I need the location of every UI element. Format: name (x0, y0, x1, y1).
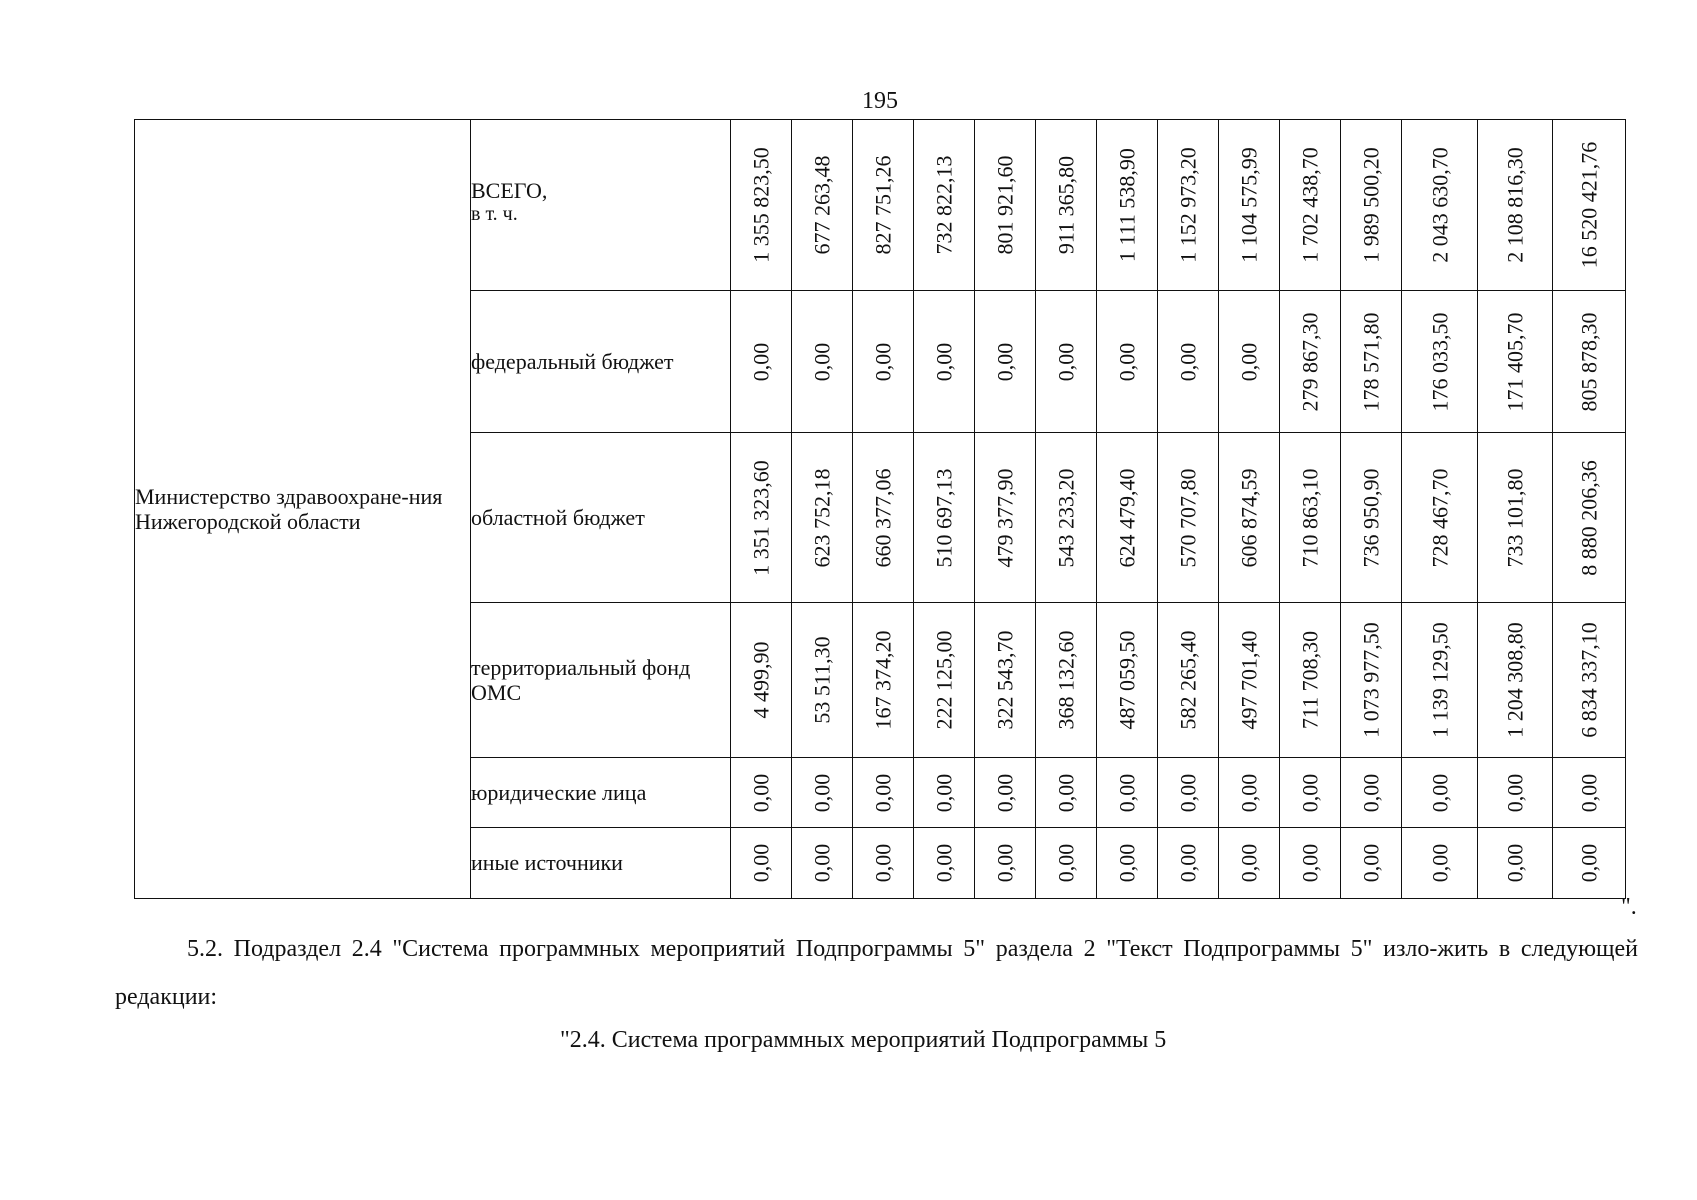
value-cell (1097, 291, 1158, 433)
value-text: 1 204 308,80 (1502, 622, 1528, 738)
value-cell (731, 433, 792, 603)
value-cell (914, 433, 975, 603)
source-cell: областной бюджет (471, 433, 731, 603)
value-text: 0,00 (1236, 773, 1262, 812)
value-text: 479 377,90 (992, 468, 1018, 567)
value-text: 0,00 (1114, 843, 1140, 883)
value-text: 677 263,48 (809, 155, 835, 255)
value-text: 0,00 (870, 773, 896, 812)
value-cell (1036, 291, 1097, 433)
value-cell (731, 291, 792, 433)
value-text: 0,00 (1358, 773, 1384, 812)
value-text: 0,00 (1297, 773, 1323, 812)
value-text: 0,00 (1053, 342, 1079, 381)
value-cell (914, 120, 975, 291)
value-cell (1478, 828, 1553, 899)
value-cell (1280, 758, 1341, 828)
value-cell (792, 603, 853, 758)
value-cell (1402, 433, 1478, 603)
value-text: 623 752,18 (809, 468, 835, 567)
value-cell (1280, 120, 1341, 291)
source-note: в т. ч. (471, 203, 518, 226)
value-cell (975, 120, 1036, 291)
value-text: 53 511,30 (809, 636, 835, 724)
value-cell (1219, 603, 1280, 758)
value-cell (1097, 120, 1158, 291)
value-cell (975, 291, 1036, 433)
page-number: 195 (862, 88, 898, 114)
value-cell (1097, 758, 1158, 828)
value-text: 176 033,50 (1426, 312, 1452, 411)
value-text: 171 405,70 (1502, 312, 1528, 411)
value-text: 728 467,70 (1426, 468, 1452, 567)
value-text: 178 571,80 (1358, 312, 1384, 411)
value-cell (1478, 291, 1553, 433)
value-cell (853, 433, 914, 603)
value-text: 606 874,59 (1236, 468, 1262, 567)
value-cell (792, 433, 853, 603)
value-cell (853, 120, 914, 291)
value-text: 1 989 500,20 (1358, 147, 1384, 263)
value-text: 0,00 (1053, 773, 1079, 812)
value-text: 911 365,80 (1053, 155, 1079, 255)
value-text: 0,00 (1236, 342, 1262, 381)
value-text: 0,00 (870, 843, 896, 883)
value-text: 582 265,40 (1175, 630, 1201, 730)
value-cell (1219, 828, 1280, 899)
value-text: 322 543,70 (992, 630, 1018, 730)
value-text: 543 233,20 (1053, 468, 1079, 567)
value-text: 1 152 973,20 (1175, 147, 1201, 263)
value-text: 222 125,00 (931, 630, 957, 730)
value-text: 487 059,50 (1114, 630, 1140, 730)
value-text: 0,00 (1114, 773, 1140, 812)
value-text: 167 374,20 (870, 630, 896, 730)
value-cell (1553, 758, 1626, 828)
value-cell (1036, 433, 1097, 603)
value-text: 1 073 977,50 (1358, 622, 1384, 738)
value-cell (1036, 603, 1097, 758)
value-text: 0,00 (748, 773, 774, 812)
source-cell: иные источники (471, 828, 731, 899)
value-cell (914, 603, 975, 758)
value-text: 801 921,60 (992, 155, 1018, 255)
value-text: 0,00 (748, 342, 774, 381)
value-text: 0,00 (1175, 773, 1201, 812)
value-cell (1280, 828, 1341, 899)
value-cell (792, 758, 853, 828)
value-cell (1553, 603, 1626, 758)
value-text: 0,00 (1175, 342, 1201, 381)
value-cell (1402, 758, 1478, 828)
value-cell (1036, 758, 1097, 828)
value-text: 1 351 323,60 (748, 459, 774, 576)
value-cell (1219, 433, 1280, 603)
value-text: 0,00 (1236, 843, 1262, 883)
value-text: 733 101,80 (1502, 468, 1528, 567)
value-cell (1402, 828, 1478, 899)
value-cell (1219, 291, 1280, 433)
value-text: 497 701,40 (1236, 630, 1262, 730)
value-text: 0,00 (748, 843, 774, 883)
value-text: 4 499,90 (748, 641, 774, 719)
value-cell (1402, 291, 1478, 433)
source-cell: территориальный фонд ОМС (471, 603, 731, 758)
value-text: 0,00 (1576, 843, 1602, 883)
value-cell (1402, 120, 1478, 291)
section-heading: "2.4. Система программных мероприятий Подпрограммы 5 (560, 1027, 1167, 1053)
value-cell (1158, 433, 1219, 603)
value-cell (1097, 433, 1158, 603)
paragraph: 5.2. Подраздел 2.4 "Система программных мероприятий Подпрограммы 5" раздела 2 "Текст Подпрограммы 5" изло-жить в следующей редакции: (115, 936, 1638, 1010)
value-cell (731, 120, 792, 291)
value-cell (975, 433, 1036, 603)
closing-quote: ". (1621, 894, 1637, 920)
value-text: 0,00 (931, 843, 957, 883)
value-text: 0,00 (870, 342, 896, 381)
value-text: 732 822,13 (931, 155, 957, 255)
value-cell (1402, 603, 1478, 758)
value-cell (1158, 603, 1219, 758)
value-text: 0,00 (1502, 843, 1528, 883)
table-row (135, 120, 1626, 291)
value-cell (1280, 291, 1341, 433)
value-text: 0,00 (931, 342, 957, 381)
value-cell (1219, 120, 1280, 291)
value-cell (1553, 120, 1626, 291)
value-text: 16 520 421,76 (1576, 141, 1602, 269)
value-cell (1158, 291, 1219, 433)
value-cell (853, 291, 914, 433)
value-cell (1341, 828, 1402, 899)
value-text: 0,00 (992, 342, 1018, 381)
value-text: 0,00 (1175, 843, 1201, 883)
value-text: 6 834 337,10 (1576, 622, 1602, 738)
source-label: ВСЕГО, (471, 178, 548, 203)
value-cell (853, 603, 914, 758)
value-text: 624 479,40 (1114, 468, 1140, 567)
value-text: 510 697,13 (931, 468, 957, 567)
value-cell (975, 758, 1036, 828)
value-text: 0,00 (1297, 843, 1323, 883)
value-text: 2 043 630,70 (1426, 147, 1452, 263)
value-text: 2 108 816,30 (1502, 147, 1528, 263)
value-cell (1553, 433, 1626, 603)
value-cell (1341, 120, 1402, 291)
value-text: 570 707,80 (1175, 468, 1201, 567)
value-cell (1478, 120, 1553, 291)
source-cell (471, 120, 731, 291)
value-cell (1280, 603, 1341, 758)
value-cell (792, 120, 853, 291)
organization-cell: Министерство здравоохране-ния Нижегородской области (135, 120, 471, 899)
value-text: 279 867,30 (1297, 312, 1323, 411)
value-text: 0,00 (1426, 843, 1452, 883)
value-text: 1 702 438,70 (1297, 147, 1323, 263)
value-text: 805 878,30 (1576, 312, 1602, 411)
value-text: 0,00 (1502, 773, 1528, 812)
value-cell (1219, 758, 1280, 828)
value-text: 0,00 (809, 843, 835, 883)
value-text: 0,00 (1358, 843, 1384, 883)
value-cell (1158, 120, 1219, 291)
value-cell (1341, 758, 1402, 828)
value-cell (1341, 433, 1402, 603)
value-text: 0,00 (809, 773, 835, 812)
value-cell (1280, 433, 1341, 603)
value-text: 368 132,60 (1053, 630, 1079, 730)
value-text: 1 355 823,50 (748, 147, 774, 263)
value-cell (1341, 291, 1402, 433)
source-cell: федеральный бюджет (471, 291, 731, 433)
value-cell (975, 603, 1036, 758)
value-text: 0,00 (931, 773, 957, 812)
value-text: 1 139 129,50 (1426, 622, 1452, 738)
value-text: 1 111 538,90 (1114, 148, 1140, 262)
value-cell (914, 291, 975, 433)
value-cell (853, 828, 914, 899)
value-text: 0,00 (1114, 342, 1140, 381)
value-text: 8 880 206,36 (1576, 459, 1602, 576)
value-cell (1478, 758, 1553, 828)
value-cell (914, 828, 975, 899)
value-cell (853, 758, 914, 828)
value-text: 660 377,06 (870, 468, 896, 567)
value-text: 736 950,90 (1358, 468, 1384, 567)
value-cell (1478, 433, 1553, 603)
value-text: 827 751,26 (870, 155, 896, 255)
value-cell (792, 291, 853, 433)
value-text: 0,00 (1576, 773, 1602, 812)
value-text: 1 104 575,99 (1236, 147, 1262, 263)
value-cell (1158, 828, 1219, 899)
value-text: 710 863,10 (1297, 468, 1323, 567)
value-cell (1036, 120, 1097, 291)
value-cell (1036, 828, 1097, 899)
value-cell (731, 828, 792, 899)
value-cell (731, 758, 792, 828)
value-text: 0,00 (992, 773, 1018, 812)
value-cell (1097, 603, 1158, 758)
value-cell (1158, 758, 1219, 828)
value-cell (731, 603, 792, 758)
value-cell (1478, 603, 1553, 758)
value-text: 711 708,30 (1297, 630, 1323, 730)
value-cell (1341, 603, 1402, 758)
value-text: 0,00 (1053, 843, 1079, 883)
value-text: 0,00 (992, 843, 1018, 883)
value-cell (914, 758, 975, 828)
value-text: 0,00 (809, 342, 835, 381)
source-cell: юридические лица (471, 758, 731, 828)
value-cell (792, 828, 853, 899)
value-cell (1553, 828, 1626, 899)
value-cell (1097, 828, 1158, 899)
value-cell (975, 828, 1036, 899)
budget-table (134, 119, 1626, 899)
value-cell (1553, 291, 1626, 433)
value-text: 0,00 (1426, 773, 1452, 812)
